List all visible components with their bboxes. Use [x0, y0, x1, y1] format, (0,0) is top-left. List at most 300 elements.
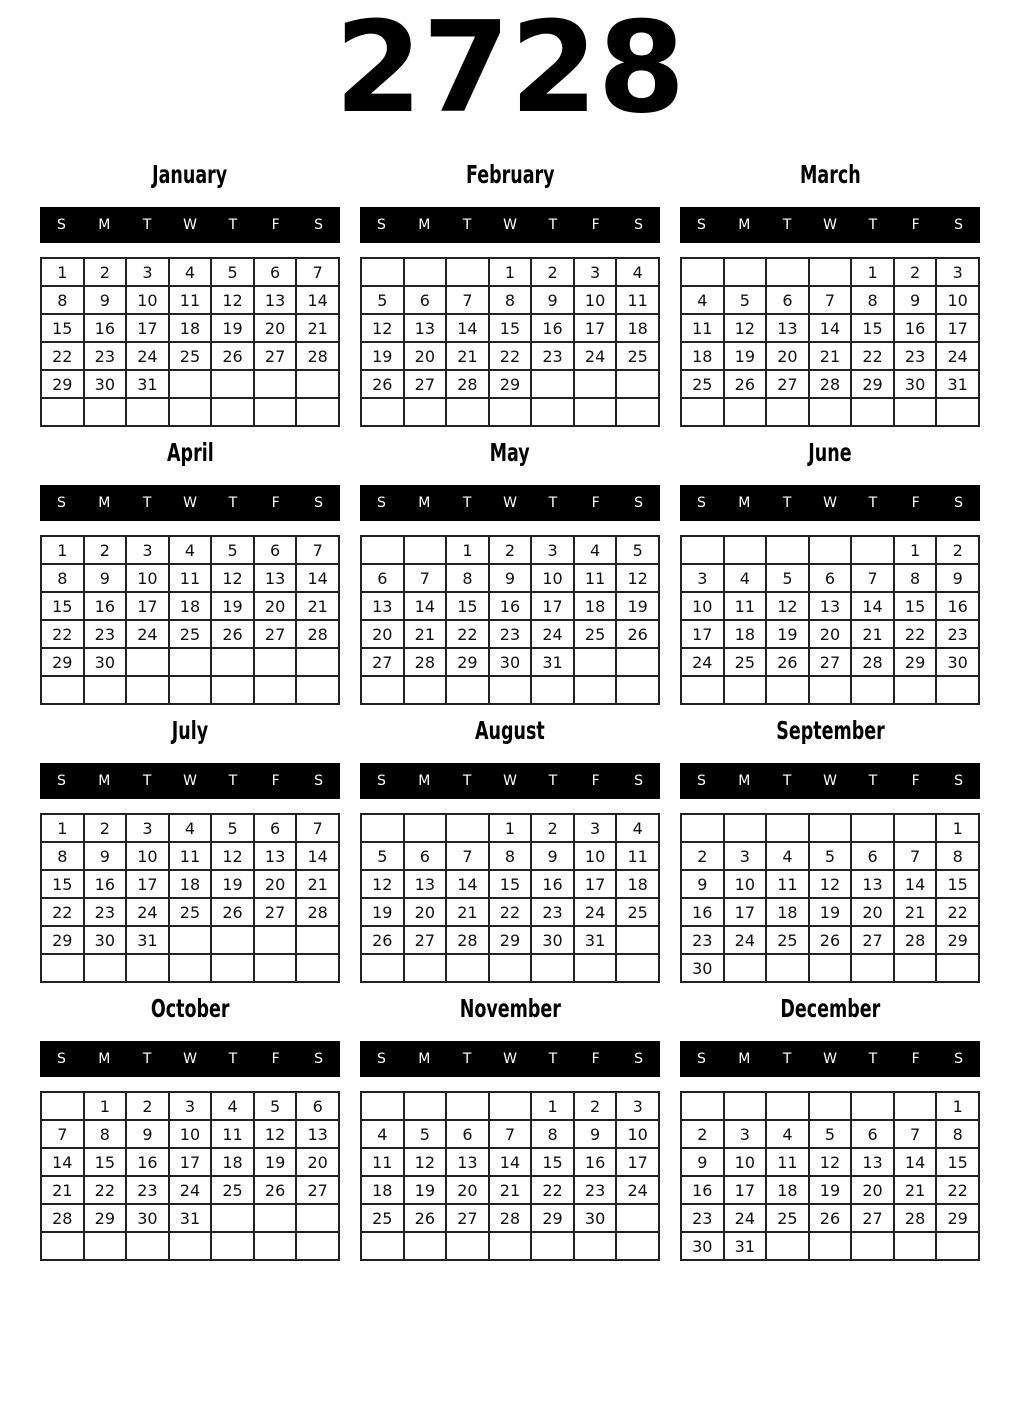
month-day-grid — [680, 257, 980, 427]
day-cell: 20 — [254, 870, 297, 898]
weekday-label: S — [56, 217, 66, 233]
day-cell: 16 — [574, 1148, 617, 1176]
month-day-grid — [360, 535, 660, 705]
week-row — [681, 842, 979, 870]
day-cell: 7 — [41, 1120, 84, 1148]
day-cell: 6 — [446, 1120, 489, 1148]
empty-day-cell — [404, 954, 447, 982]
month-day-grid — [360, 813, 660, 983]
day-cell: 17 — [531, 592, 574, 620]
day-cell: 8 — [489, 286, 532, 314]
year-title: 2728 — [334, 0, 686, 141]
weekday-label: T — [462, 773, 472, 789]
empty-day-cell — [531, 954, 574, 982]
day-cell: 15 — [894, 592, 937, 620]
day-cell: 30 — [531, 926, 574, 954]
day-cell: 13 — [254, 564, 297, 592]
day-cell: 8 — [894, 564, 937, 592]
day-cell: 24 — [616, 1176, 659, 1204]
weekday-label: T — [782, 495, 792, 511]
empty-day-cell — [724, 676, 767, 704]
day-cell: 2 — [84, 814, 127, 842]
month-title-wrap — [680, 715, 980, 745]
weekday-label: T — [228, 773, 238, 789]
week-row — [41, 1092, 339, 1120]
weekday-label: S — [696, 1051, 706, 1067]
day-cell: 14 — [296, 564, 339, 592]
empty-day-cell — [531, 370, 574, 398]
empty-day-cell — [531, 676, 574, 704]
month-title-wrap — [40, 993, 340, 1023]
empty-day-cell — [809, 536, 852, 564]
month-day-grid-body — [361, 814, 659, 982]
empty-day-cell — [936, 398, 979, 426]
day-cell: 27 — [361, 648, 404, 676]
weekday-label: F — [591, 773, 600, 789]
weekday-label: W — [823, 217, 837, 233]
month-title-wrap — [360, 993, 660, 1023]
week-row — [681, 1120, 979, 1148]
week-row — [361, 676, 659, 704]
day-cell: 4 — [169, 258, 212, 286]
day-cell: 27 — [766, 370, 809, 398]
day-cell: 6 — [254, 258, 297, 286]
day-cell: 1 — [489, 814, 532, 842]
day-cell: 30 — [84, 370, 127, 398]
week-row — [41, 814, 339, 842]
day-cell: 23 — [84, 620, 127, 648]
day-cell: 30 — [126, 1204, 169, 1232]
empty-day-cell — [211, 1232, 254, 1260]
day-cell: 19 — [809, 1176, 852, 1204]
empty-day-cell — [489, 1092, 532, 1120]
day-cell: 11 — [616, 286, 659, 314]
weekday-label: S — [634, 495, 644, 511]
day-cell: 27 — [851, 1204, 894, 1232]
day-cell: 20 — [809, 620, 852, 648]
empty-day-cell — [894, 954, 937, 982]
day-cell: 26 — [724, 370, 767, 398]
day-cell: 4 — [361, 1120, 404, 1148]
weekday-label: S — [696, 217, 706, 233]
day-cell: 6 — [851, 842, 894, 870]
day-cell: 4 — [211, 1092, 254, 1120]
empty-day-cell — [724, 814, 767, 842]
day-cell: 27 — [254, 898, 297, 926]
day-cell: 24 — [681, 648, 724, 676]
empty-day-cell — [936, 676, 979, 704]
day-cell: 19 — [616, 592, 659, 620]
weekday-label: W — [503, 773, 517, 789]
day-cell: 10 — [681, 592, 724, 620]
empty-day-cell — [446, 398, 489, 426]
day-cell: 26 — [211, 342, 254, 370]
day-cell: 5 — [211, 536, 254, 564]
empty-day-cell — [616, 1232, 659, 1260]
day-cell: 28 — [446, 926, 489, 954]
day-cell: 29 — [41, 648, 84, 676]
day-cell: 3 — [126, 814, 169, 842]
month-day-grid — [680, 535, 980, 705]
week-row — [41, 926, 339, 954]
empty-day-cell — [296, 398, 339, 426]
day-cell: 29 — [531, 1204, 574, 1232]
weekday-label: T — [868, 495, 878, 511]
day-cell: 7 — [404, 564, 447, 592]
day-cell: 29 — [41, 370, 84, 398]
day-cell: 10 — [574, 842, 617, 870]
day-cell: 5 — [211, 814, 254, 842]
day-cell: 6 — [404, 286, 447, 314]
day-cell: 25 — [169, 342, 212, 370]
day-cell: 8 — [446, 564, 489, 592]
day-cell: 7 — [296, 536, 339, 564]
weekday-label: F — [271, 217, 280, 233]
day-cell: 6 — [766, 286, 809, 314]
day-cell: 22 — [41, 342, 84, 370]
month-day-grid — [40, 257, 340, 427]
day-cell: 23 — [84, 342, 127, 370]
empty-day-cell — [446, 258, 489, 286]
week-row — [681, 258, 979, 286]
month-day-grid-body — [41, 258, 339, 426]
empty-day-cell — [254, 676, 297, 704]
day-cell: 29 — [936, 1204, 979, 1232]
weekday-label: T — [142, 773, 152, 789]
day-cell: 14 — [894, 870, 937, 898]
empty-day-cell — [296, 926, 339, 954]
empty-day-cell — [851, 954, 894, 982]
month-title-wrap — [360, 715, 660, 745]
week-row — [361, 898, 659, 926]
empty-day-cell — [851, 398, 894, 426]
day-cell: 5 — [766, 564, 809, 592]
day-cell: 2 — [489, 536, 532, 564]
weekday-label: F — [591, 217, 600, 233]
month-day-grid-body — [41, 1092, 339, 1260]
day-cell: 20 — [851, 1176, 894, 1204]
day-cell: 5 — [809, 842, 852, 870]
week-row — [361, 258, 659, 286]
day-cell: 15 — [936, 1148, 979, 1176]
empty-day-cell — [126, 954, 169, 982]
week-row — [681, 870, 979, 898]
day-cell: 8 — [851, 286, 894, 314]
day-cell: 19 — [361, 342, 404, 370]
weekday-header — [360, 207, 660, 243]
weekday-header — [680, 207, 980, 243]
weekday-label: M — [738, 773, 751, 789]
day-cell: 10 — [936, 286, 979, 314]
empty-day-cell — [254, 926, 297, 954]
day-cell: 12 — [404, 1148, 447, 1176]
empty-day-cell — [41, 398, 84, 426]
day-cell: 12 — [616, 564, 659, 592]
empty-day-cell — [126, 398, 169, 426]
empty-day-cell — [446, 814, 489, 842]
day-cell: 14 — [296, 286, 339, 314]
weekday-label: S — [954, 495, 964, 511]
day-cell: 17 — [169, 1148, 212, 1176]
empty-day-cell — [169, 398, 212, 426]
week-row — [681, 898, 979, 926]
day-cell: 2 — [936, 536, 979, 564]
day-cell: 10 — [574, 286, 617, 314]
weekday-label: S — [56, 495, 66, 511]
day-cell: 25 — [681, 370, 724, 398]
week-row — [41, 954, 339, 982]
day-cell: 3 — [616, 1092, 659, 1120]
day-cell: 15 — [489, 314, 532, 342]
weekday-label: M — [98, 217, 111, 233]
day-cell: 31 — [574, 926, 617, 954]
weekday-label: T — [868, 217, 878, 233]
day-cell: 24 — [126, 342, 169, 370]
month-title: September — [775, 715, 885, 745]
day-cell: 28 — [489, 1204, 532, 1232]
week-row — [361, 564, 659, 592]
day-cell: 20 — [851, 898, 894, 926]
month-title-wrap — [40, 437, 340, 467]
weekday-header — [680, 1041, 980, 1077]
weekday-label: T — [462, 1051, 472, 1067]
week-row — [41, 342, 339, 370]
day-cell: 13 — [296, 1120, 339, 1148]
day-cell: 28 — [894, 1204, 937, 1232]
empty-day-cell — [404, 1232, 447, 1260]
weekday-label: T — [228, 1051, 238, 1067]
month-title: December — [780, 993, 880, 1023]
month-february — [360, 159, 660, 427]
day-cell: 18 — [211, 1148, 254, 1176]
day-cell: 14 — [404, 592, 447, 620]
day-cell: 17 — [126, 870, 169, 898]
day-cell: 18 — [169, 870, 212, 898]
empty-day-cell — [851, 814, 894, 842]
weekday-label: S — [954, 217, 964, 233]
empty-day-cell — [766, 1232, 809, 1260]
day-cell: 29 — [489, 370, 532, 398]
day-cell: 26 — [361, 926, 404, 954]
day-cell: 22 — [41, 898, 84, 926]
month-title-wrap — [680, 993, 980, 1023]
day-cell: 12 — [766, 592, 809, 620]
day-cell: 10 — [169, 1120, 212, 1148]
empty-day-cell — [894, 1092, 937, 1120]
day-cell: 24 — [574, 342, 617, 370]
day-cell: 21 — [296, 314, 339, 342]
weekday-label: W — [503, 495, 517, 511]
day-cell: 5 — [404, 1120, 447, 1148]
weekday-label: F — [591, 1051, 600, 1067]
day-cell: 9 — [126, 1120, 169, 1148]
weekday-label: S — [634, 217, 644, 233]
day-cell: 9 — [936, 564, 979, 592]
week-row — [681, 1148, 979, 1176]
day-cell: 31 — [126, 370, 169, 398]
weekday-label: W — [503, 1051, 517, 1067]
empty-day-cell — [404, 676, 447, 704]
month-title-wrap — [40, 159, 340, 189]
month-title: November — [459, 993, 561, 1023]
day-cell: 4 — [616, 814, 659, 842]
week-row — [41, 314, 339, 342]
empty-day-cell — [894, 1232, 937, 1260]
empty-day-cell — [361, 398, 404, 426]
day-cell: 18 — [361, 1176, 404, 1204]
day-cell: 20 — [766, 342, 809, 370]
day-cell: 4 — [681, 286, 724, 314]
day-cell: 20 — [296, 1148, 339, 1176]
month-day-grid-body — [681, 536, 979, 704]
day-cell: 23 — [681, 926, 724, 954]
weekday-label: M — [98, 1051, 111, 1067]
empty-day-cell — [574, 398, 617, 426]
day-cell: 15 — [41, 592, 84, 620]
week-row — [681, 676, 979, 704]
day-cell: 14 — [489, 1148, 532, 1176]
day-cell: 31 — [169, 1204, 212, 1232]
empty-day-cell — [616, 370, 659, 398]
month-title-wrap — [680, 159, 980, 189]
empty-day-cell — [894, 398, 937, 426]
month-october — [40, 993, 340, 1261]
day-cell: 1 — [446, 536, 489, 564]
day-cell: 15 — [489, 870, 532, 898]
day-cell: 9 — [894, 286, 937, 314]
day-cell: 12 — [809, 1148, 852, 1176]
day-cell: 27 — [809, 648, 852, 676]
weekday-label: W — [183, 773, 197, 789]
day-cell: 26 — [766, 648, 809, 676]
day-cell: 3 — [574, 814, 617, 842]
week-row — [681, 564, 979, 592]
week-row — [361, 592, 659, 620]
month-day-grid-body — [681, 258, 979, 426]
weekday-label: M — [98, 773, 111, 789]
week-row — [681, 620, 979, 648]
empty-day-cell — [681, 258, 724, 286]
weekday-header — [40, 207, 340, 243]
day-cell: 23 — [681, 1204, 724, 1232]
day-cell: 15 — [41, 870, 84, 898]
day-cell: 3 — [126, 536, 169, 564]
empty-day-cell — [809, 398, 852, 426]
day-cell: 21 — [809, 342, 852, 370]
day-cell: 13 — [404, 870, 447, 898]
empty-day-cell — [766, 1092, 809, 1120]
weekday-label: S — [314, 217, 324, 233]
day-cell: 9 — [681, 870, 724, 898]
day-cell: 9 — [681, 1148, 724, 1176]
day-cell: 17 — [574, 870, 617, 898]
day-cell: 14 — [41, 1148, 84, 1176]
empty-day-cell — [126, 1232, 169, 1260]
day-cell: 24 — [574, 898, 617, 926]
month-title: June — [808, 437, 852, 467]
day-cell: 12 — [211, 842, 254, 870]
month-title: August — [475, 715, 545, 745]
empty-day-cell — [41, 1232, 84, 1260]
empty-day-cell — [489, 398, 532, 426]
day-cell: 7 — [446, 286, 489, 314]
empty-day-cell — [169, 676, 212, 704]
day-cell: 9 — [84, 564, 127, 592]
month-day-grid-body — [361, 1092, 659, 1260]
day-cell: 22 — [851, 342, 894, 370]
day-cell: 21 — [41, 1176, 84, 1204]
day-cell: 31 — [126, 926, 169, 954]
day-cell: 13 — [809, 592, 852, 620]
day-cell: 25 — [169, 620, 212, 648]
day-cell: 4 — [766, 842, 809, 870]
day-cell: 8 — [41, 286, 84, 314]
empty-day-cell — [84, 676, 127, 704]
empty-day-cell — [254, 954, 297, 982]
empty-day-cell — [126, 648, 169, 676]
day-cell: 23 — [936, 620, 979, 648]
week-row — [361, 398, 659, 426]
day-cell: 31 — [936, 370, 979, 398]
day-cell: 30 — [574, 1204, 617, 1232]
day-cell: 14 — [446, 870, 489, 898]
weekday-label: T — [228, 495, 238, 511]
weekday-label: W — [503, 217, 517, 233]
day-cell: 8 — [41, 564, 84, 592]
week-row — [361, 1120, 659, 1148]
day-cell: 28 — [296, 342, 339, 370]
empty-day-cell — [404, 398, 447, 426]
day-cell: 4 — [169, 536, 212, 564]
month-day-grid-body — [681, 1092, 979, 1260]
day-cell: 3 — [574, 258, 617, 286]
day-cell: 15 — [851, 314, 894, 342]
month-title: October — [150, 993, 230, 1023]
weekday-label: T — [868, 1051, 878, 1067]
weekday-label: T — [228, 217, 238, 233]
day-cell: 4 — [766, 1120, 809, 1148]
month-title: April — [166, 437, 214, 467]
weekday-label: F — [271, 1051, 280, 1067]
day-cell: 9 — [489, 564, 532, 592]
day-cell: 8 — [84, 1120, 127, 1148]
day-cell: 18 — [766, 1176, 809, 1204]
weekday-label: T — [462, 495, 472, 511]
day-cell: 30 — [489, 648, 532, 676]
empty-day-cell — [296, 676, 339, 704]
weekday-header — [680, 763, 980, 799]
week-row — [361, 1204, 659, 1232]
month-day-grid — [360, 1091, 660, 1261]
day-cell: 16 — [681, 1176, 724, 1204]
day-cell: 3 — [724, 1120, 767, 1148]
empty-day-cell — [766, 954, 809, 982]
day-cell: 19 — [211, 592, 254, 620]
day-cell: 11 — [681, 314, 724, 342]
empty-day-cell — [851, 1232, 894, 1260]
day-cell: 17 — [616, 1148, 659, 1176]
week-row — [361, 870, 659, 898]
day-cell: 8 — [489, 842, 532, 870]
empty-day-cell — [361, 676, 404, 704]
empty-day-cell — [361, 1232, 404, 1260]
empty-day-cell — [724, 536, 767, 564]
weekday-label: M — [418, 773, 431, 789]
weekday-label: S — [376, 1051, 386, 1067]
day-cell: 11 — [211, 1120, 254, 1148]
day-cell: 19 — [404, 1176, 447, 1204]
weekday-label: M — [418, 1051, 431, 1067]
